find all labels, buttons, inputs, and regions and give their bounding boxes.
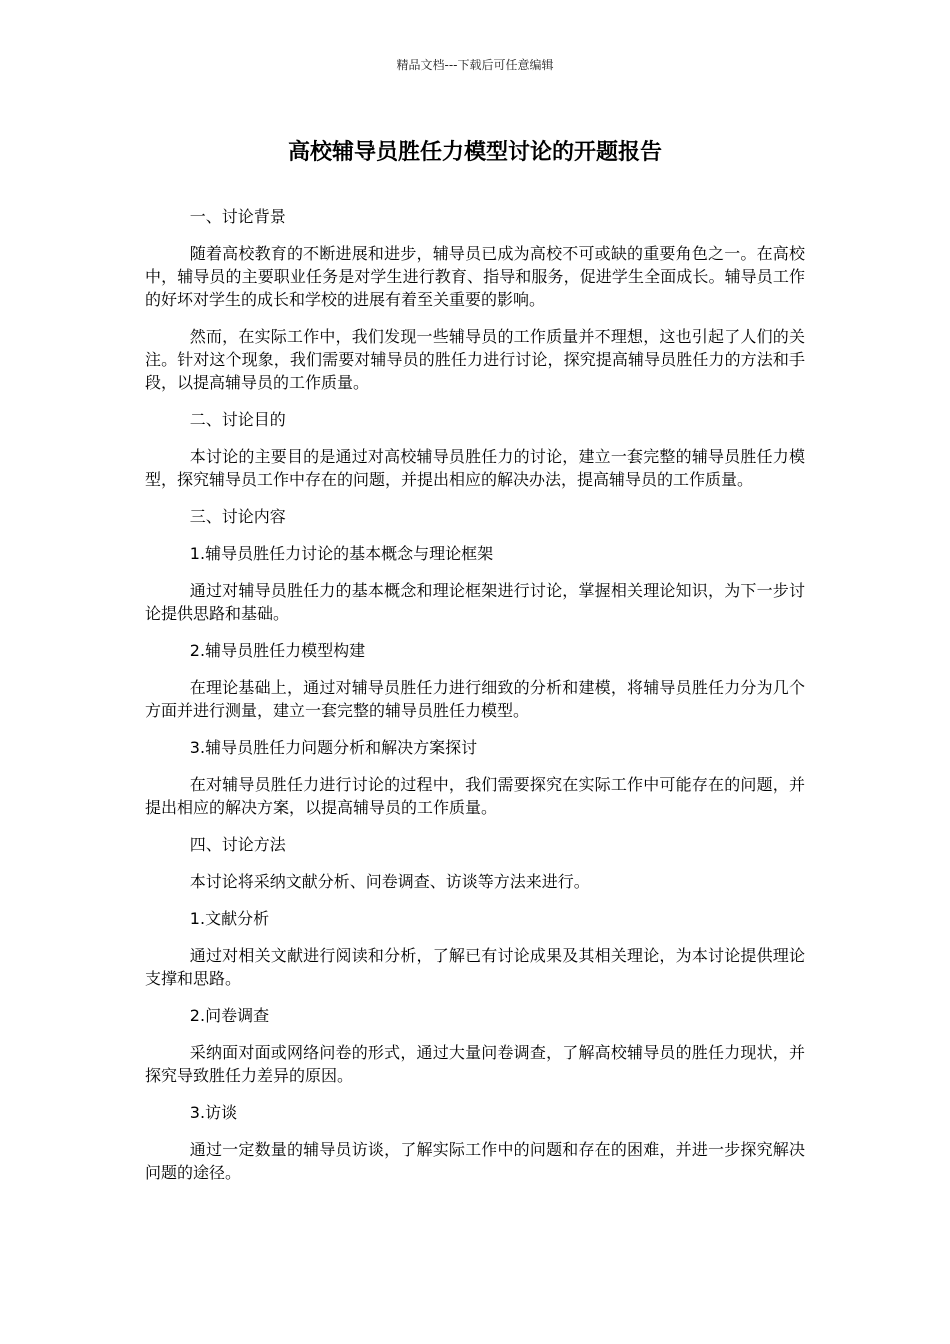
paragraph-content-3: 在对辅导员胜任力进行讨论的过程中，我们需要探究在实际工作中可能存在的问题，并提出相应的解决方案，以提高辅导员的工作质量。 [145,775,805,817]
document-title: 高校辅导员胜任力模型讨论的开题报告 [287,140,662,165]
section-heading-purpose: 二、讨论目的 [189,410,286,429]
paragraph-background-1: 随着高校教育的不断进展和进步，辅导员已成为高校不可或缺的重要角色之一。在高校中，辅导员的主要职业任务是对学生进行教育、指导和服务，促进学生全面成长。辅导员工作的好坏对学生的成长和学校的进展有着至关重要的影响。 [145,244,805,309]
subheading-content-3: 3.辅导员胜任力问题分析和解决方案探讨 [189,738,478,757]
document-body [145,205,805,1198]
paragraph-methods-intro: 本讨论将采纳文献分析、问卷调查、访谈等方法来进行。 [189,872,590,891]
header-note: 精品文档---下载后可任意编辑 [396,58,554,72]
paragraph-background-2: 然而，在实际工作中，我们发现一些辅导员的工作质量并不理想，这也引起了人们的关注。针对这个现象，我们需要对辅导员的胜任力进行讨论，探究提高辅导员胜任力的方法和手段，以提高辅导员的工作质量。 [145,327,805,392]
subheading-content-2: 2.辅导员胜任力模型构建 [189,641,366,660]
subheading-methods-2: 2.问卷调查 [189,1006,270,1025]
paragraph-content-2: 在理论基础上，通过对辅导员胜任力进行细致的分析和建模，将辅导员胜任力分为几个方面并进行测量，建立一套完整的辅导员胜任力模型。 [145,678,805,720]
subheading-content-1: 1.辅导员胜任力讨论的基本概念与理论框架 [189,544,494,563]
subheading-methods-1: 1.文献分析 [189,909,270,928]
section-heading-content: 三、讨论内容 [189,507,286,526]
paragraph-methods-2: 采纳面对面或网络问卷的形式，通过大量问卷调查，了解高校辅导员的胜任力现状，并探究导致胜任力差异的原因。 [145,1043,805,1085]
section-heading-background: 一、讨论背景 [189,207,286,226]
section-heading-methods: 四、讨论方法 [189,835,286,854]
paragraph-methods-3: 通过一定数量的辅导员访谈，了解实际工作中的问题和存在的困难，并进一步探究解决问题的途径。 [145,1140,805,1182]
paragraph-content-1: 通过对辅导员胜任力的基本概念和理论框架进行讨论，掌握相关理论知识，为下一步讨论提供思路和基础。 [145,581,805,623]
paragraph-methods-1: 通过对相关文献进行阅读和分析，了解已有讨论成果及其相关理论，为本讨论提供理论支撑和思路。 [145,946,805,988]
subheading-methods-3: 3.访谈 [189,1103,238,1122]
paragraph-purpose: 本讨论的主要目的是通过对高校辅导员胜任力的讨论，建立一套完整的辅导员胜任力模型，探究辅导员工作中存在的问题，并提出相应的解决办法，提高辅导员的工作质量。 [145,447,805,489]
